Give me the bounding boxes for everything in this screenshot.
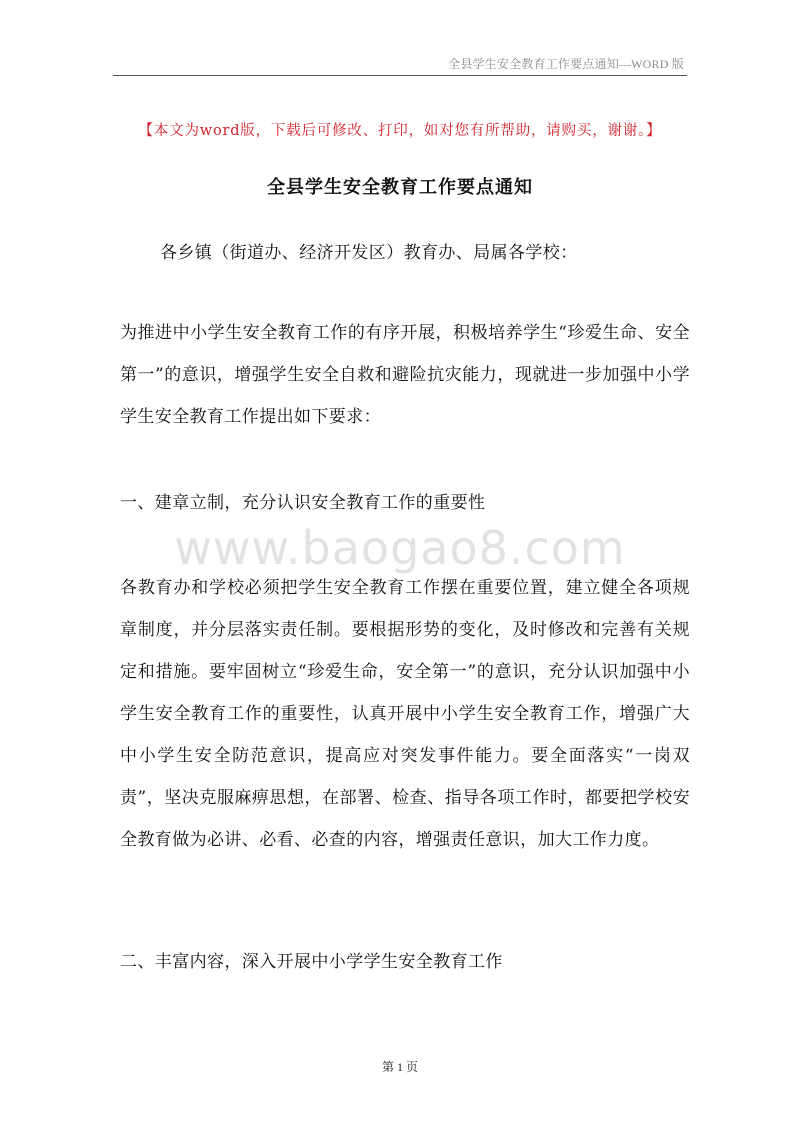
page-number: 第 1 页 [381, 1060, 418, 1074]
document-title: 全县学生安全教育工作要点通知 [267, 177, 533, 198]
salutation: 各乡镇（街道办、经济开发区）教育办、局属各学校： [160, 243, 578, 263]
intro-paragraph: 为推进中小学生安全教育工作的有序开展，积极培养学生“珍爱生命、安全第一”的意识，增强学生安全自救和避险抗灾能力，现就进一步加强中小学学生安全教育工作提出如下要求： [120, 323, 690, 427]
section-1-paragraph: 各教育办和学校必须把学生安全教育工作摆在重要位置，建立健全各项规章制度，并分层落实责任制。要根据形势的变化，及时修改和完善有关规定和措施。要牢固树立“珍爱生命，安全第一”的意识，充分认识加强中小学生安全教育工作的重要性，认真开展中小学生安全教育工作，增强广大中小学生安全防范意识，提高应对突发事件能力。要全面落实“一岗双责”，坚决克服麻痹思想，在部署、检查、指导各项工作时，都要把学校安全教育做为必讲、必看、必查的内容，增强责任意识，加大工作力度。 [120, 578, 690, 850]
section-2-heading: 二、丰富内容，深入开展中小学学生安全教育工作 [120, 952, 503, 972]
watermark: www.baogao8.com [174, 521, 626, 575]
header-title: 全县学生安全教育工作要点通知—WORD 版 [448, 57, 684, 71]
section-1-heading: 一、建章立制，充分认识安全教育工作的重要性 [120, 493, 486, 513]
header-divider [113, 75, 687, 76]
purchase-notice: 【本文为word版，下载后可修改、打印，如对您有所帮助，请购买，谢谢。】 [138, 123, 662, 139]
